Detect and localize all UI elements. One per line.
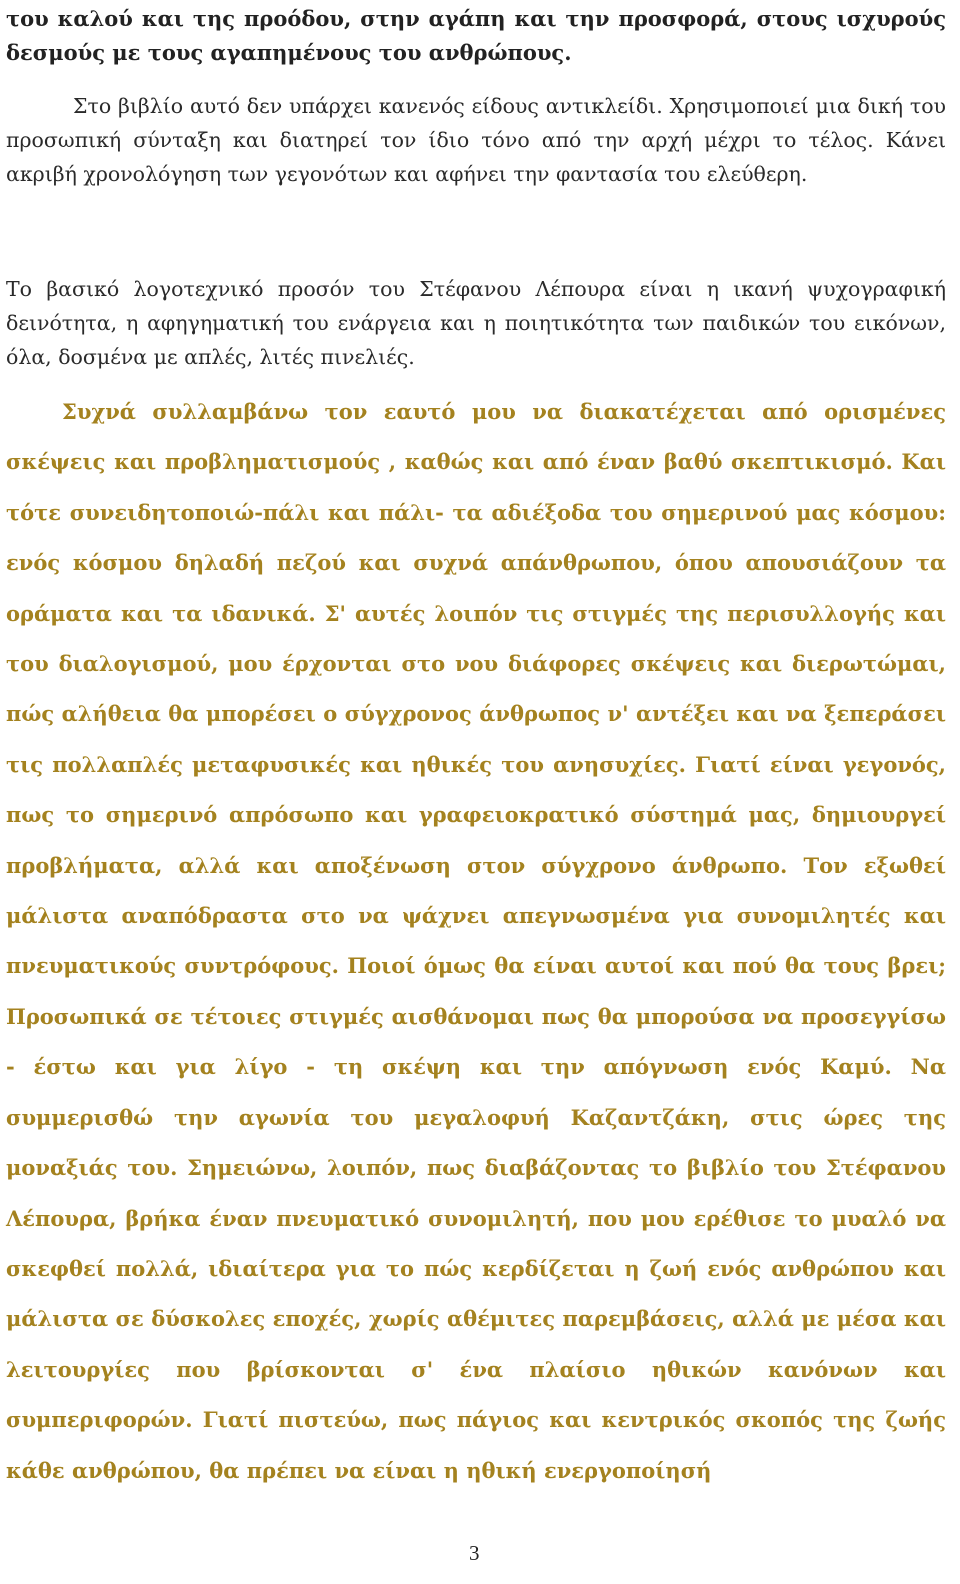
paragraph-book-style: Στο βιβλίο αυτό δεν υπάρχει κανενός είδους αντικλείδι. Χρησιμοποιεί μια δική του προσωπική σύνταξη και διατηρεί τον ίδιο τόνο από την αρχή μέχρι το τέλος. Κάνει ακριβή χρονολόγηση των γεγονότων και αφήνει την φαντασία του ελεύθερη. [6,94,946,186]
paragraph-intro: του καλού και της προόδου, στην αγάπη και την προσφορά, στους ισχυρούς δεσμούς με τους αγαπημένους του ανθρώπους. [6,6,946,65]
page-number: 3 [469,1541,480,1565]
paragraph-literary-merit: Το βασικό λογοτεχνικό προσόν του Στέφανου Λέπουρα είναι η ικανή ψυχογραφική δεινότητα, η αφηγηματική του ενάργεια και η ποιητικότητα των παιδικών του εικόνων, όλα, δοσμένα με απλές, λιτές πινελιές. [6,277,946,369]
document-page [6,0,946,1584]
paragraph-reflection: Συχνά συλλαμβάνω τον εαυτό μου να διακατέχεται από ορισμένες σκέψεις και προβληματισμούς , καθώς και από έναν βαθύ σκεπτικισμό. Και τότε συνειδητοποιώ-πάλι και πάλι- τα αδιέξοδα του σημερινού μας κόσμου: ενός κόσμου δηλαδή πεζού και συχνά απάνθρωπου, όπου απουσιάζουν τα οράματα και τα ιδανικά. Σ' αυτές λοιπόν τις στιγμές της περισυλλογής και του διαλογισμού, μου έρχονται στο νου διάφορες σκέψεις και διερωτώμαι, πώς αλήθεια θα μπορέσει ο σύγχρονος άνθρωπος ν' αντέξει και να ξεπεράσει τις πολλαπλές μεταφυσικές και ηθικές του ανησυχίες. Γιατί είναι γεγονός, πως το σημερινό απρόσωπο και γραφειοκρατικό σύστημά μας, δημιουργεί προβλήματα, αλλά και αποξένωση στον σύγχρονο άνθρωπο. Τον εξωθεί μάλιστα αναπόδραστα στο να ψάχνει απεγνωσμένα για συνομιλητές και πνευματικούς συντρόφους. Ποιοί όμως θα είναι αυτοί και πού θα τους βρει; Προσωπικά σε τέτοιες στιγμές αισθάνομαι πως θα μπορούσα να προσεγγίσω - έστω και για λίγο - τη σκέψη και την απόγνωση ενός Καμύ. Να συμμερισθώ την αγωνία του μεγαλοφυή Καζαντζάκη, στις ώρες της μοναξιάς του. Σημειώνω, λοιπόν, πως διαβάζοντας το βιβλίο του Στέφανου Λέπουρα, βρήκα έναν πνευματικό συνομιλητή, που μου ερέθισε το μυαλό να σκεφθεί πολλά, ιδιαίτερα για το πώς κερδίζεται η ζωή ενός ανθρώπου και μάλιστα σε δύσκολες εποχές, χωρίς αθέμιτες παρεμβάσεις, αλλά με μέσα και λειτουργίες που βρίσκονται σ' ένα πλαίσιο ηθικών κανόνων και συμπεριφορών. Γιατί πιστεύω, πως πάγιος και κεντρικός σκοπός της ζωής κάθε ανθρώπου, θα πρέπει να είναι η ηθική ενεργοποίησή [6,399,946,1483]
